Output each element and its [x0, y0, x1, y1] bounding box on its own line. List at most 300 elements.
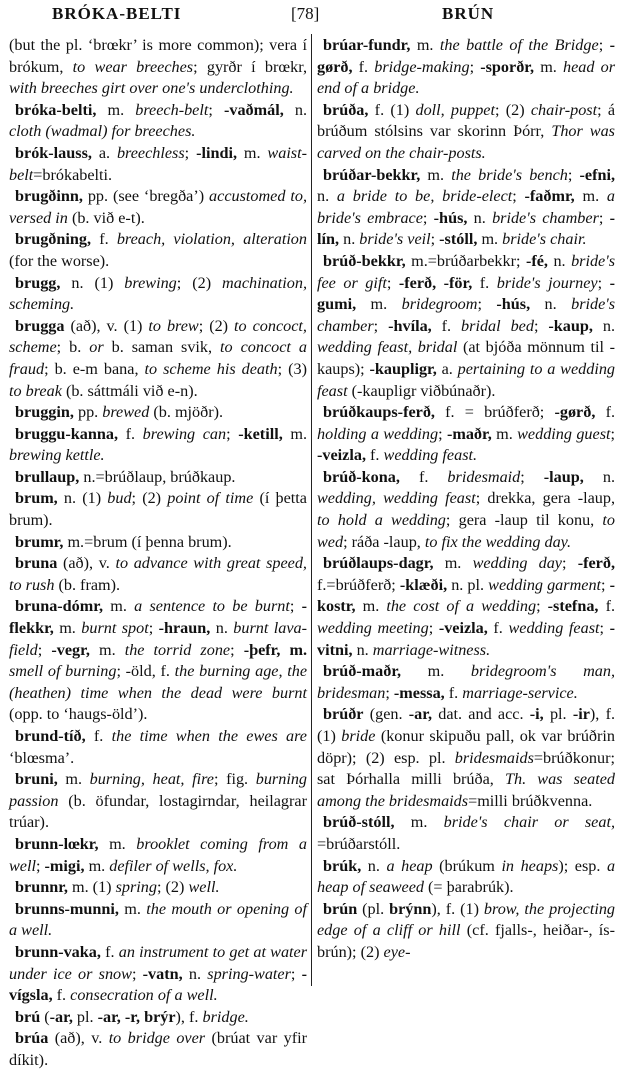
headword: brúar-fundr, [323, 36, 411, 54]
headword: -ketill, [238, 424, 283, 443]
entry-text: ), f. [175, 1007, 203, 1026]
dictionary-entry [9, 942, 307, 1007]
entry-text: m. [574, 187, 607, 206]
entry-text: ; [422, 208, 434, 227]
headword: brýnn [389, 899, 432, 918]
entry-text: m. [89, 640, 125, 659]
dictionary-entry [9, 143, 307, 186]
entry-text: n. (1) [60, 273, 125, 292]
headword: -vatn, [142, 964, 183, 983]
definition: brewed [102, 403, 150, 422]
entry-text: m. [96, 100, 136, 119]
headword: -vígsla, [9, 964, 308, 1005]
definition: the torrid zone [124, 640, 231, 659]
headword: -migi, [44, 856, 85, 875]
definition: burnt lava-field [9, 619, 307, 659]
headword: brú [15, 1007, 41, 1026]
entry-text: ; (2) [176, 273, 223, 292]
headword: -stefna, [547, 597, 599, 616]
dictionary-entry [9, 273, 307, 316]
definition: bride's chair. [502, 230, 587, 249]
entry-text: ; (2) [131, 489, 168, 508]
dictionary-entry [9, 100, 307, 143]
entry-text: f. [100, 942, 119, 961]
dictionary-entry [317, 899, 615, 964]
headword: brúð-bekkr, [323, 251, 406, 270]
headword: -stóll, [439, 230, 478, 249]
definition: eye- [383, 942, 411, 961]
entry-text: (at bjóða mönnum til -kaups); [317, 338, 615, 378]
definition: bride's chamber [317, 295, 616, 335]
definition: to hold a wedding [317, 511, 446, 530]
headword: bruna [15, 554, 58, 573]
entry-text: f. [366, 446, 384, 465]
entry-text: (b. sáttmáli við e-n). [61, 381, 198, 400]
headword: brúð-maðr, [323, 662, 402, 681]
entry-text: (að), v. [57, 554, 116, 573]
headword: bróka-belti, [15, 100, 97, 119]
headword: brugðning, [15, 230, 92, 249]
entry-text: (b. við e-t). [67, 208, 145, 227]
definition: wedding feast, bridal [317, 338, 458, 357]
headword: brumr, [15, 532, 64, 551]
entry-text: pp. [73, 403, 103, 422]
headword: brúk, [323, 856, 362, 875]
headword: brúa [15, 1029, 49, 1048]
headword: brugga [15, 316, 65, 335]
left-column [9, 35, 307, 1072]
entry-text: f. [85, 727, 112, 745]
entry-text: ; -öld, f. [116, 662, 175, 681]
entry-text: =brókabelti. [33, 165, 113, 184]
entry-text: ; [533, 316, 549, 335]
headword: -ar, [408, 705, 432, 724]
headword: -flekkr, [9, 597, 308, 638]
entry-text: (cf. fjalls-, heiðar-, ís-brún); (2) [317, 921, 615, 961]
headword: -hvíla, [388, 316, 432, 335]
entry-text: ); esp. [558, 856, 607, 875]
entry-text: f. [444, 683, 463, 702]
entry-text: ; [567, 165, 580, 184]
headword: -sporðr, [480, 57, 535, 76]
headword: -efni, [579, 165, 616, 184]
entry-text: n.=brúðlaup, brúðkaup. [79, 467, 236, 486]
definition: smell of burning [9, 662, 117, 681]
definition: bride's chamber [492, 208, 599, 227]
definition: a sentence to be burnt [134, 597, 290, 616]
headword: -vegr, [51, 640, 90, 659]
page-number: [78] [291, 4, 320, 23]
entry-text: n. [583, 467, 616, 486]
definition: bride's veil [359, 230, 431, 249]
definition: breechless [116, 143, 185, 162]
definition: the bride's bench [451, 165, 568, 184]
entry-text: ; ráða -laup, [343, 532, 425, 551]
entry-text: =brúðkonur; sat Þórhalla milli brúða, [317, 748, 615, 789]
headword: -kaupligr, [369, 359, 437, 378]
entry-text: m. [355, 597, 387, 616]
entry-text: n. [467, 208, 493, 227]
definition: wedding, wedding feast [317, 489, 476, 508]
definition: bride's fee or gift [317, 251, 615, 292]
headword: brúðkaups-ferð, [323, 403, 435, 422]
headword: -messa, [393, 683, 445, 702]
headword: bruggin, [15, 403, 74, 422]
entry-text: n. [182, 964, 208, 983]
entry-text: n. (1) [57, 489, 108, 508]
headword: brunnr, [15, 878, 68, 897]
definition: chair-post [530, 100, 598, 119]
entry-text: (konur skipuðu pall, ok var brúðrin döpr); (2) esp. pl. [317, 727, 615, 767]
definition: the mouth or opening of a well. [9, 899, 307, 940]
entry-text: n. [530, 295, 572, 314]
entry-text: ; [536, 597, 548, 616]
entry-text: f. [472, 273, 497, 292]
definition: cloth (wadmal) for breeches. [9, 122, 196, 141]
headword: -hús, [433, 208, 468, 227]
entry-text: ; drekka, gera -laup, [475, 489, 616, 508]
entry-text: m. [237, 143, 268, 162]
right-column [317, 35, 615, 964]
entry-text: f. [118, 424, 143, 443]
headword: brúðlaups-dagr, [323, 554, 434, 573]
headword: brund-tíð, [15, 727, 86, 745]
headword: -ar, [49, 1007, 73, 1026]
dictionary-entry [317, 661, 615, 704]
entry-text: f. [595, 403, 616, 422]
definition: bridesmaids [454, 748, 534, 767]
entry-text: ; [35, 856, 45, 875]
dictionary-entry [317, 704, 615, 812]
headword: -ferð, -för, [398, 273, 473, 292]
definition: bridegroom [401, 295, 478, 314]
definition: wedding feast. [383, 446, 478, 465]
entry-text: =milli brúðkvenna. [468, 791, 593, 810]
headword: -lindi, [196, 143, 237, 162]
definition: burnt spot [81, 619, 149, 638]
definition: with breeches girt over one's underclothing. [9, 79, 294, 98]
entry-text: ; b. e-m bana, [44, 359, 145, 378]
definition: spring [115, 878, 157, 897]
definition: wedding meeting [317, 619, 429, 638]
entry-text: n. [592, 316, 616, 335]
entry-text: ; [598, 208, 610, 227]
headword: brók-lauss, [15, 143, 92, 162]
entry-text: (gen. [363, 705, 409, 724]
definition: bride's chair or seat, [443, 813, 616, 832]
headword: brullaup, [15, 467, 80, 486]
entry-text: ), f. (1) [317, 705, 616, 745]
definition: the battle of the Bridge [439, 36, 599, 54]
headword: -kostr, [317, 575, 616, 616]
dictionary-entry [9, 899, 307, 942]
entry-text: (but the pl. ‘brœkr’ is more common); vera í brókum, [9, 36, 307, 76]
entry-text: ; [131, 964, 143, 983]
definition: to wear breeches [72, 57, 194, 76]
headword: -þefr, m. [243, 640, 308, 659]
definition: or [89, 338, 104, 357]
entry-text: m. [401, 662, 471, 681]
entry-text: ; [512, 187, 525, 206]
headword: bruggu-kanna, [15, 424, 119, 443]
definition: to break [9, 381, 62, 400]
dictionary-entry [9, 769, 307, 834]
entry-text: m. [57, 770, 90, 789]
entry-text: a. [91, 143, 117, 162]
entry-text: pp. (see ‘bregða’) [82, 187, 210, 206]
entry-text: (í þetta brum). [9, 489, 307, 530]
dictionary-entry [317, 100, 615, 165]
headword: brún [323, 899, 358, 918]
entry-text: ( [40, 1007, 50, 1026]
entry-text: f. [487, 619, 509, 638]
headword: -faðmr, [524, 187, 575, 206]
definition: a heap of seaweed [317, 856, 616, 897]
definition: bridegroom's man, bridesman [317, 662, 615, 702]
entry-text: f. = brúðferð; [434, 403, 555, 422]
dictionary-entry [9, 229, 307, 272]
headword: -laup, [543, 467, 584, 486]
definition: burning passion [9, 770, 308, 810]
headword: -vaðmál, [223, 100, 284, 119]
headword: bruni, [15, 770, 58, 789]
dictionary-entry [9, 877, 307, 899]
entry-text: n. pl. [447, 575, 489, 594]
dictionary-entry [9, 596, 307, 726]
definition: to brew [148, 316, 199, 335]
entry-text: ; [230, 640, 244, 659]
entry-text: ; [469, 57, 481, 76]
dictionary-entry [9, 35, 307, 100]
entry-text: ; fig. [213, 770, 256, 789]
entry-text: m. [118, 899, 147, 918]
entry-text: ; gera -laup til konu, [445, 511, 603, 530]
dictionary-entry [317, 856, 615, 899]
dictionary-entry [9, 424, 307, 467]
entry-text: f.=brúðferð; [317, 575, 400, 594]
definition: defiler of wells, fox. [109, 856, 238, 875]
entry-text: ; [148, 619, 159, 638]
entry-text: m. [282, 424, 307, 443]
entry-text: (b. öfundar, lostagirndar, heilagrar trúar). [9, 791, 307, 832]
dictionary-entry [9, 1028, 307, 1071]
dictionary-entry [9, 316, 307, 402]
dictionary-entry [317, 402, 615, 467]
dictionary-entry [317, 35, 615, 100]
entry-text: f. (1) [368, 100, 416, 119]
definition: waist-belt [9, 143, 307, 184]
definition: brewing [124, 273, 177, 292]
headword: -veizla, [438, 619, 488, 638]
definition: point of time [167, 489, 254, 508]
definition: holding a wedding [317, 424, 439, 443]
definition: breech-belt [135, 100, 209, 119]
headword: -ar, -r, brýr [97, 1007, 176, 1026]
definition: bridge-making [374, 57, 470, 76]
definition: head or end of a bridge. [317, 57, 616, 98]
entry-text: ; gyrðr í brœkr, [193, 57, 307, 76]
headword: -gumi, [317, 273, 615, 314]
entry-text: ; á brúðum stólsins var skorinn Þórr, [317, 100, 616, 141]
definition: wedding garment [488, 575, 602, 594]
entry-text: (pl. [357, 899, 390, 918]
entry-text: ; [597, 273, 610, 292]
entry-text: ; (2) [198, 316, 235, 335]
entry-text: m. [103, 597, 135, 616]
definition: pertaining to a wedding feast [317, 359, 616, 400]
dictionary-entry [317, 251, 615, 402]
dictionary-entry [317, 812, 615, 855]
entry-text: (b. mjöðr). [149, 403, 224, 422]
dictionary-entry [9, 834, 307, 877]
headword: brúð-stóll, [323, 813, 395, 832]
entry-text: (brúkum [432, 856, 502, 875]
definition: to wed [317, 511, 615, 551]
entry-text: (opp. to ‘haugs-öld’). [9, 705, 148, 724]
definition: the time when the ewes are [111, 727, 307, 745]
dictionary-entry [317, 553, 615, 661]
headword: brúða, [323, 100, 369, 119]
dictionary-entry [9, 488, 307, 531]
entry-text: m. [410, 36, 440, 54]
entry-text: ; b. [56, 338, 90, 357]
headword: -gørð, [317, 36, 616, 76]
dictionary-entry [317, 467, 615, 553]
definition: a heap [386, 856, 433, 875]
definition: to concoct, scheme [9, 316, 307, 357]
headword: brunn-vaka, [15, 942, 101, 961]
entry-text: pl. [72, 1007, 98, 1026]
entry-text: =brúðarstóll. [317, 834, 401, 853]
definition: breach, violation, alteration [116, 230, 307, 249]
entry-text: dat. and acc. [432, 705, 530, 724]
definition: in heaps [501, 856, 559, 875]
column-divider [311, 34, 312, 986]
entry-text: (að), v. (1) [64, 316, 149, 335]
entry-text: m. [433, 554, 473, 573]
entry-text: m. [394, 813, 444, 832]
entry-text: n. [547, 251, 572, 270]
definition: the burning age, the (heathen) time when the dead were burnt [9, 662, 307, 702]
dictionary-entry [9, 553, 307, 596]
entry-text: f. [399, 467, 448, 486]
definition: doll, puppet [415, 100, 495, 119]
definition: burning, heat, fire [89, 770, 214, 789]
dictionary-entry [9, 186, 307, 229]
definition: marriage-witness. [372, 640, 491, 659]
entry-text: ‘blœsma’. [9, 748, 75, 767]
entry-text: ; [37, 640, 52, 659]
entry-text: ; [562, 554, 578, 573]
entry-text: n. [339, 230, 360, 249]
entry-text: m. (1) [67, 878, 116, 897]
entry-text: ; [184, 143, 197, 162]
definition: wedding guest [517, 424, 611, 443]
entry-text: ; [373, 316, 389, 335]
headword: -vitni, [317, 619, 615, 659]
running-head-right: BRÚN [442, 4, 495, 23]
headword: -gørð, [554, 403, 596, 422]
definition: wedding feast [508, 619, 600, 638]
entry-text: b. saman svik, [103, 338, 221, 357]
entry-text: ; [430, 230, 440, 249]
definition: brooklet coming from a well [9, 834, 308, 875]
entry-text: ; (3) [277, 359, 307, 378]
headword: -hús, [496, 295, 531, 314]
entry-text: ; [520, 467, 544, 486]
entry-text: m. [420, 165, 452, 184]
headword: -kaup, [548, 316, 593, 335]
entry-text: f. [91, 230, 117, 249]
definition: wedding day [472, 554, 562, 573]
entry-text: ; [438, 424, 447, 443]
entry-text: (= þarabrúk). [424, 878, 514, 897]
definition: bridesmaid [447, 467, 521, 486]
entry-text: m.=brúðarbekkr; [405, 251, 526, 270]
headword: -klæði, [399, 575, 448, 594]
definition: spring-water [207, 964, 291, 983]
entry-text: ; [601, 575, 610, 594]
definition: a bride's embrace [317, 187, 615, 227]
dictionary-entry [317, 165, 615, 251]
headword: brúðar-bekkr, [323, 165, 421, 184]
dictionary-entry [9, 726, 307, 769]
headword: brum, [15, 489, 58, 508]
entry-text: f. [598, 597, 616, 616]
definition: bride's journey [496, 273, 598, 292]
entry-text: a. [436, 359, 458, 378]
entry-text: ; [599, 619, 610, 638]
definition: an instrument to get at water under ice or snow [9, 942, 308, 983]
definition: Thor was carved on the chair-posts. [317, 122, 615, 162]
headword: brunn-lœkr, [15, 834, 99, 853]
definition: brow, the projecting edge of a cliff or hill [317, 899, 616, 940]
entry-text: ; (2) [157, 878, 189, 897]
dictionary-entry [9, 467, 307, 489]
entry-text: ; [289, 597, 302, 616]
entry-text: ; [610, 424, 615, 443]
headword: -ferð, [577, 554, 615, 573]
entry-text: ; (2) [495, 100, 531, 119]
definition: bridal bed [461, 316, 534, 335]
headword: -ir [572, 705, 590, 724]
entry-text: m. [534, 57, 563, 76]
entry-text: m.=brum (í þenna brum). [63, 532, 232, 551]
headword: brugg, [15, 273, 61, 292]
entry-text: n. [210, 619, 234, 638]
definition: to bridge over [108, 1029, 206, 1048]
entry-text: f. [352, 57, 375, 76]
definition: consecration of a well. [70, 986, 218, 1005]
entry-text: (brúat var yfir díkit). [9, 1029, 307, 1069]
entry-text: f. [431, 316, 462, 335]
definition: accustomed to, versed in [9, 187, 307, 227]
definition: marriage-service. [462, 683, 578, 702]
dictionary-entry [9, 532, 307, 554]
headword: -hraun, [158, 619, 211, 638]
headword: -veizla, [317, 446, 366, 465]
headword: -i, [529, 705, 544, 724]
dictionary-entry [9, 1007, 307, 1029]
definition: machination, scheming. [9, 273, 308, 314]
entry-text: m. [356, 295, 402, 314]
headword: brugðinn, [15, 187, 83, 206]
definition: to advance with great speed, to rush [9, 554, 307, 594]
headword: brúð-kona, [323, 467, 400, 486]
entry-text: ; [226, 424, 239, 443]
definition: well. [188, 878, 220, 897]
definition: Th. was seated among the bridesmaids [317, 770, 615, 810]
